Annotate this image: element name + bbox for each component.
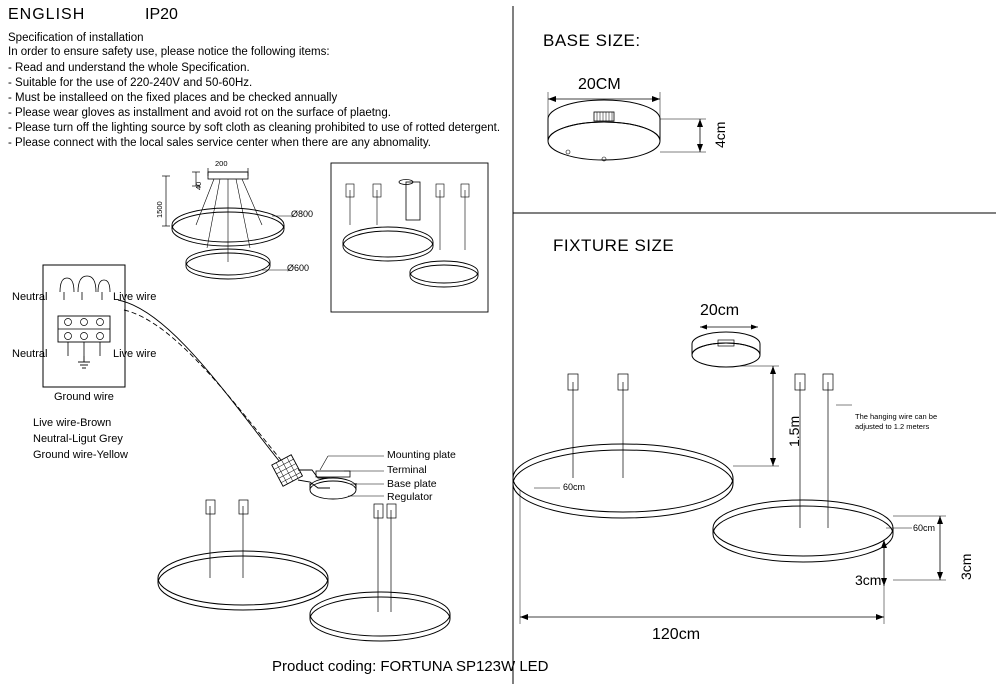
overview-drop-length: 1500 — [155, 201, 164, 218]
neutral-label-top: Neutral — [12, 291, 48, 303]
callout-regulator: Regulator — [387, 491, 433, 503]
overview-top-height: 40 — [194, 181, 203, 190]
legend-neutral: Neutral-Ligut Grey — [33, 433, 123, 445]
spec-item: - Suitable for the use of 220-240V and 50-60Hz. — [8, 77, 253, 89]
drop-length: 1.5m — [786, 415, 802, 447]
base-diameter: 20CM — [578, 76, 621, 93]
live-wire-label-top: Live wire — [113, 291, 157, 303]
offset-height-right: 3cm — [958, 553, 974, 580]
overview-outer-ring: Ø800 — [291, 209, 314, 219]
legend-live-wire: Live wire-Brown — [33, 417, 112, 429]
spec-item: - Please turn off the lighting source by soft cloth as cleaning prohibited to use of rotted detergent. — [8, 122, 501, 134]
overview-inner-ring: Ø600 — [287, 263, 310, 273]
hanging-wire-note: The hanging wire can be adjusted to 1.2 meters — [855, 412, 938, 432]
spec-intro: In order to ensure safety use, please notice the following items: — [8, 46, 330, 58]
ring-small-diameter: 60cm — [913, 523, 936, 533]
canopy-diameter: 20cm — [700, 302, 740, 319]
ground-wire-label: Ground wire — [54, 391, 114, 403]
spec-item: - Please connect with the local sales service center when there are any abnomality. — [8, 137, 431, 149]
fixture-size-title: FIXTURE SIZE — [553, 236, 675, 255]
language-label: ENGLISH — [8, 6, 86, 23]
spec-item: - Must be installeed on the fixed places and be checked annually — [8, 92, 338, 104]
base-height: 4cm — [712, 121, 728, 148]
neutral-label-bottom: Neutral — [12, 348, 48, 360]
base-size-title: BASE SIZE: — [543, 31, 641, 50]
spec-item: - Read and understand the whole Specification. — [8, 62, 250, 74]
spec-title: Specification of installation — [8, 32, 144, 44]
live-wire-label-bottom: Live wire — [113, 348, 157, 360]
legend-ground-wire: Ground wire-Yellow — [33, 449, 128, 461]
callout-mounting-plate: Mounting plate — [387, 449, 456, 461]
callout-base-plate: Base plate — [387, 478, 437, 490]
overview-top-width: 200 — [215, 159, 228, 168]
spec-item: - Please wear gloves as installment and avoid rot on the surface of plaetng. — [8, 107, 391, 119]
product-coding: Product coding: FORTUNA SP123W LED — [272, 658, 549, 675]
callout-terminal: Terminal — [387, 464, 427, 476]
ip-rating-label: IP20 — [145, 6, 178, 23]
ring-large-diameter: 60cm — [563, 482, 586, 492]
offset-height: 3cm — [855, 572, 882, 588]
total-width: 120cm — [652, 626, 701, 643]
